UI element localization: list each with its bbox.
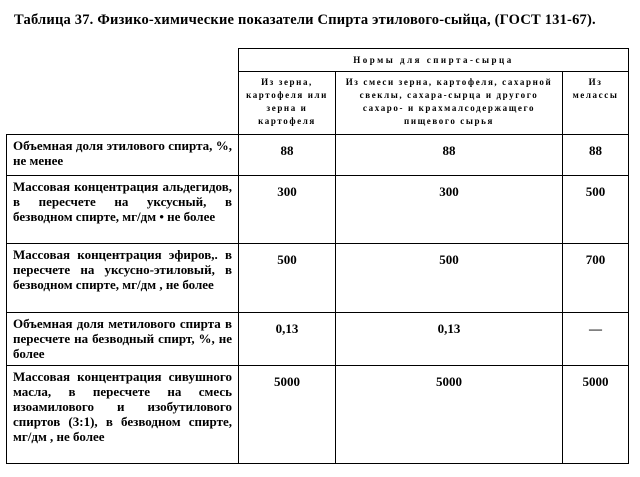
specs-table — [6, 48, 629, 464]
cell-value: 300 — [336, 176, 563, 244]
cell-value: 88 — [239, 135, 336, 176]
table-row — [7, 313, 629, 366]
cell-value: 500 — [239, 244, 336, 313]
row-label: Объемная доля этилового спирта, %, не менее — [7, 135, 239, 176]
cell-value: 500 — [336, 244, 563, 313]
row-label: Объемная доля метилового спирта в пересчете на безводный спирт, %, не более — [7, 313, 239, 366]
header-row-group — [7, 49, 629, 72]
cell-value: 5000 — [239, 366, 336, 464]
cell-value: 5000 — [336, 366, 563, 464]
cell-value: 5000 — [563, 366, 629, 464]
cell-value: 500 — [563, 176, 629, 244]
table-row — [7, 135, 629, 176]
table-row — [7, 366, 629, 464]
cell-value: 88 — [336, 135, 563, 176]
cell-value: 300 — [239, 176, 336, 244]
cell-value: 700 — [563, 244, 629, 313]
row-label: Массовая концентрация эфиров,. в пересчете на уксусно-этиловый, в безводном спирте, мг/дм , не более — [7, 244, 239, 313]
column-header-grain: Из зерна, картофеля или зерна и картофеля — [239, 72, 336, 135]
column-header-molasses: Из мелассы — [563, 72, 629, 135]
cell-value: — — [563, 313, 629, 366]
table-title: Таблица 37. Физико-химические показатели Спирта этилового-сыйца, (ГОСТ 131-67). — [14, 12, 596, 28]
row-label: Массовая концентрация альдегидов, в пересчете на уксусный, в безводном спирте, мг/дм • не более — [7, 176, 239, 244]
cell-value: 88 — [563, 135, 629, 176]
row-label: Массовая концентрация сивушного масла, в пересчете на смесь изоамилового и изобутилового спиртов (3:1), в безводном спирте, мг/дм , не более — [7, 366, 239, 464]
cell-value: 0,13 — [239, 313, 336, 366]
header-blank-cell — [7, 49, 239, 135]
column-header-mixture: Из смеси зерна, картофеля, сахарной свеклы, сахара-сырца и другого сахаро- и крахмалсодержащего пищевого сырья — [336, 72, 563, 135]
header-group-label: Нормы для спирта-сырца — [239, 49, 629, 72]
cell-value: 0,13 — [336, 313, 563, 366]
table-row — [7, 176, 629, 244]
table-row — [7, 244, 629, 313]
